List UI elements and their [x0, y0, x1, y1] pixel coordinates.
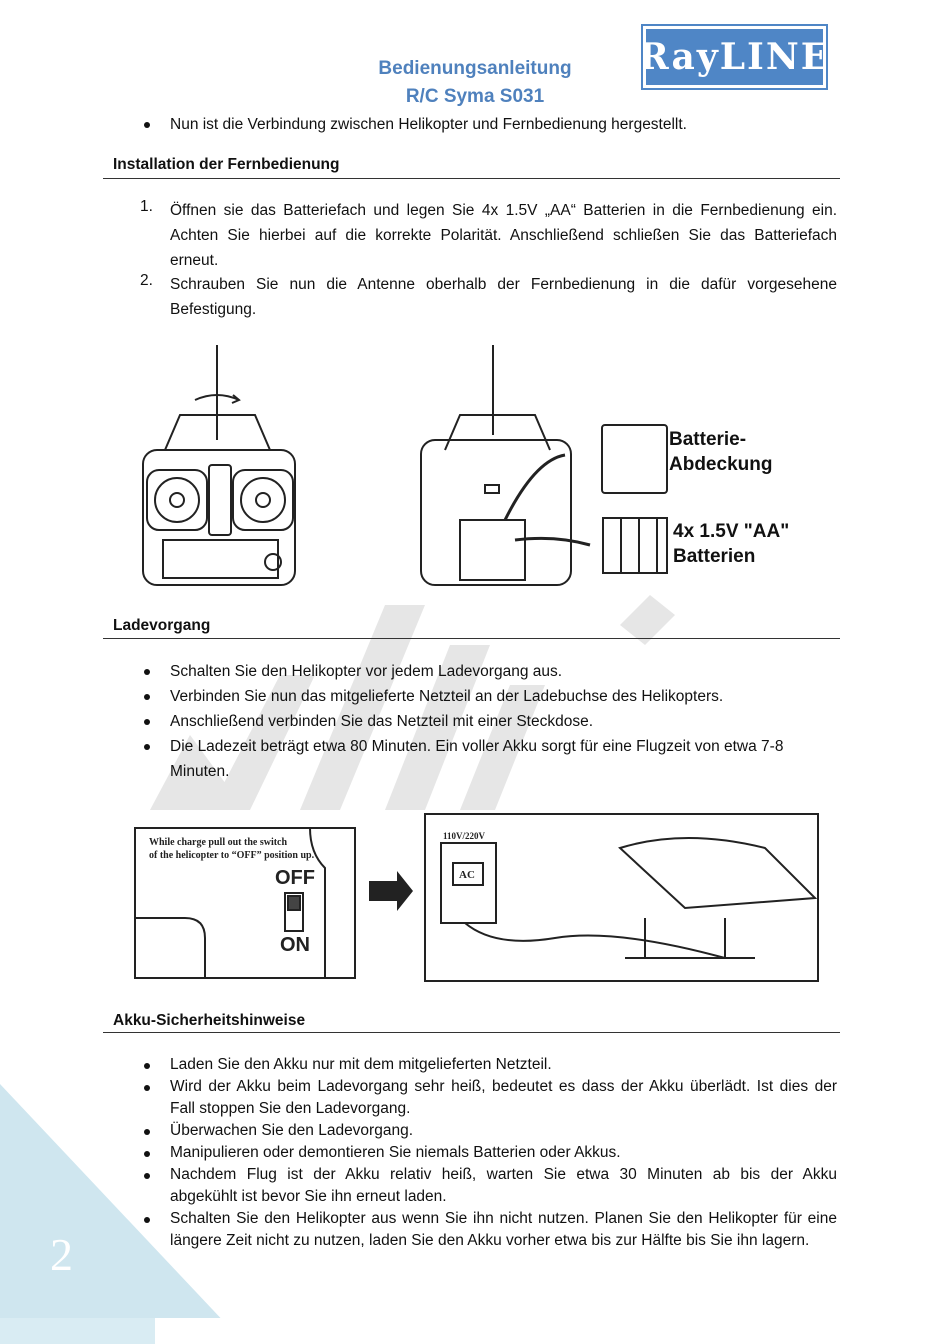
section-divider	[103, 178, 840, 179]
charge-bullet-4-line-2: Minuten.	[170, 763, 230, 780]
bullet-icon	[144, 1063, 150, 1069]
switch-off-label: OFF	[275, 867, 315, 889]
bullet-icon	[144, 1151, 150, 1157]
charge-note-line2: of the helicopter to “OFF” position up.	[149, 850, 315, 861]
safety-bullet-3: Überwachen Sie den Ladevorgang.	[170, 1122, 414, 1139]
corner-strip	[0, 1318, 155, 1344]
remote-front-figure	[135, 340, 305, 590]
bullet-icon	[144, 1085, 150, 1091]
bullet-icon	[144, 122, 150, 128]
section-divider	[103, 1032, 840, 1033]
label-batteries-line1: 4x 1.5V "AA"	[673, 521, 790, 542]
safety-bullet-2-line-1: Wird der Akku beim Ladevorgang sehr heiß, bedeutet es dass der Akku überlädt. Ist dies der	[170, 1078, 837, 1095]
bullet-icon	[144, 694, 150, 700]
section-divider	[103, 638, 840, 639]
charge-note-line1: While charge pull out the switch	[149, 837, 288, 848]
label-batteries-line2: Batterien	[673, 546, 756, 567]
safety-bullet-5-line-1: Nachdem Flug ist der Akku relativ heiß, warten Sie etwa 30 Minuten ab bis der Akku	[170, 1166, 837, 1183]
charge-bullet-3: Anschließend verbinden Sie das Netzteil mit einer Steckdose.	[170, 713, 594, 730]
bullet-icon	[144, 669, 150, 675]
bullet-icon	[144, 1173, 150, 1179]
page-number: 2	[50, 1229, 73, 1280]
rayline-logo	[638, 26, 831, 88]
safety-bullet-6-line-1: Schalten Sie den Helikopter aus wenn Sie ihn nicht nutzen. Planen Sie den Helikopter für eine	[170, 1210, 837, 1227]
charge-bullet-2: Verbinden Sie nun das mitgelieferte Netzteil an der Ladebuchse des Helikopters.	[170, 688, 724, 705]
install-step-1-line-2: Achten Sie hierbei auf die korrekte Polarität. Anschließend schließen Sie das Batteriefach	[170, 227, 837, 244]
section-title-installation: Installation der Fernbedienung	[113, 156, 340, 173]
list-number: 1.	[140, 198, 153, 215]
install-step-1-line-1: Öffnen sie das Batteriefach und legen Sie 4x 1.5V „AA“ Batterien in die Fernbedienung ein.	[170, 202, 837, 219]
safety-bullet-6-line-2: längere Zeit nicht zu nutzen, laden Sie den Akku vorher etwa bis zur Hälfte bis Sie ihn lagern.	[170, 1232, 810, 1249]
safety-bullet-1: Laden Sie den Akku nur mit dem mitgelieferten Netzteil.	[170, 1056, 552, 1073]
install-step-1-line-3: erneut.	[170, 252, 219, 269]
bullet-icon	[144, 719, 150, 725]
adapter-voltage-label: 110V/220V	[443, 831, 486, 841]
logo-text: RayLINE	[638, 36, 831, 78]
corner-strip-white	[155, 1318, 345, 1344]
bullet-icon	[144, 1217, 150, 1223]
install-step-2-line-1: Schrauben Sie nun die Antenne oberhalb der Fernbedienung in die dafür vorgesehene	[170, 276, 837, 293]
charging-figure	[125, 808, 825, 988]
adapter-ac-label: AC	[459, 869, 475, 881]
charge-bullet-4-line-1: Die Ladezeit beträgt etwa 80 Minuten. Ein voller Akku sorgt für eine Flugzeit von etwa 7-8	[170, 738, 784, 755]
label-cover-line2: Abdeckung	[669, 454, 773, 475]
bullet-icon	[144, 744, 150, 750]
section-title-charging: Ladevorgang	[113, 617, 211, 634]
safety-bullet-5-line-2: abgekühlt ist bevor Sie ihn erneut laden.	[170, 1188, 447, 1205]
remote-back-figure	[415, 340, 800, 590]
section-title-safety: Akku-Sicherheitshinweise	[113, 1012, 306, 1029]
bullet-icon	[144, 1129, 150, 1135]
intro-bullet-text: Nun ist die Verbindung zwischen Helikopter und Fernbedienung hergestellt.	[170, 116, 687, 133]
document-subtitle: R/C Syma S031	[405, 86, 545, 107]
charge-bullet-1: Schalten Sie den Helikopter vor jedem Ladevorgang aus.	[170, 663, 563, 680]
label-cover-line1: Batterie-	[669, 429, 747, 450]
document-title: Bedienungsanleitung	[378, 58, 572, 79]
safety-bullet-4: Manipulieren oder demontieren Sie niemals Batterien oder Akkus.	[170, 1144, 621, 1161]
install-step-2-line-2: Befestigung.	[170, 301, 257, 318]
list-number: 2.	[140, 272, 153, 289]
safety-bullet-2-line-2: Fall stoppen Sie den Ladevorgang.	[170, 1100, 411, 1117]
switch-on-label: ON	[280, 934, 310, 956]
